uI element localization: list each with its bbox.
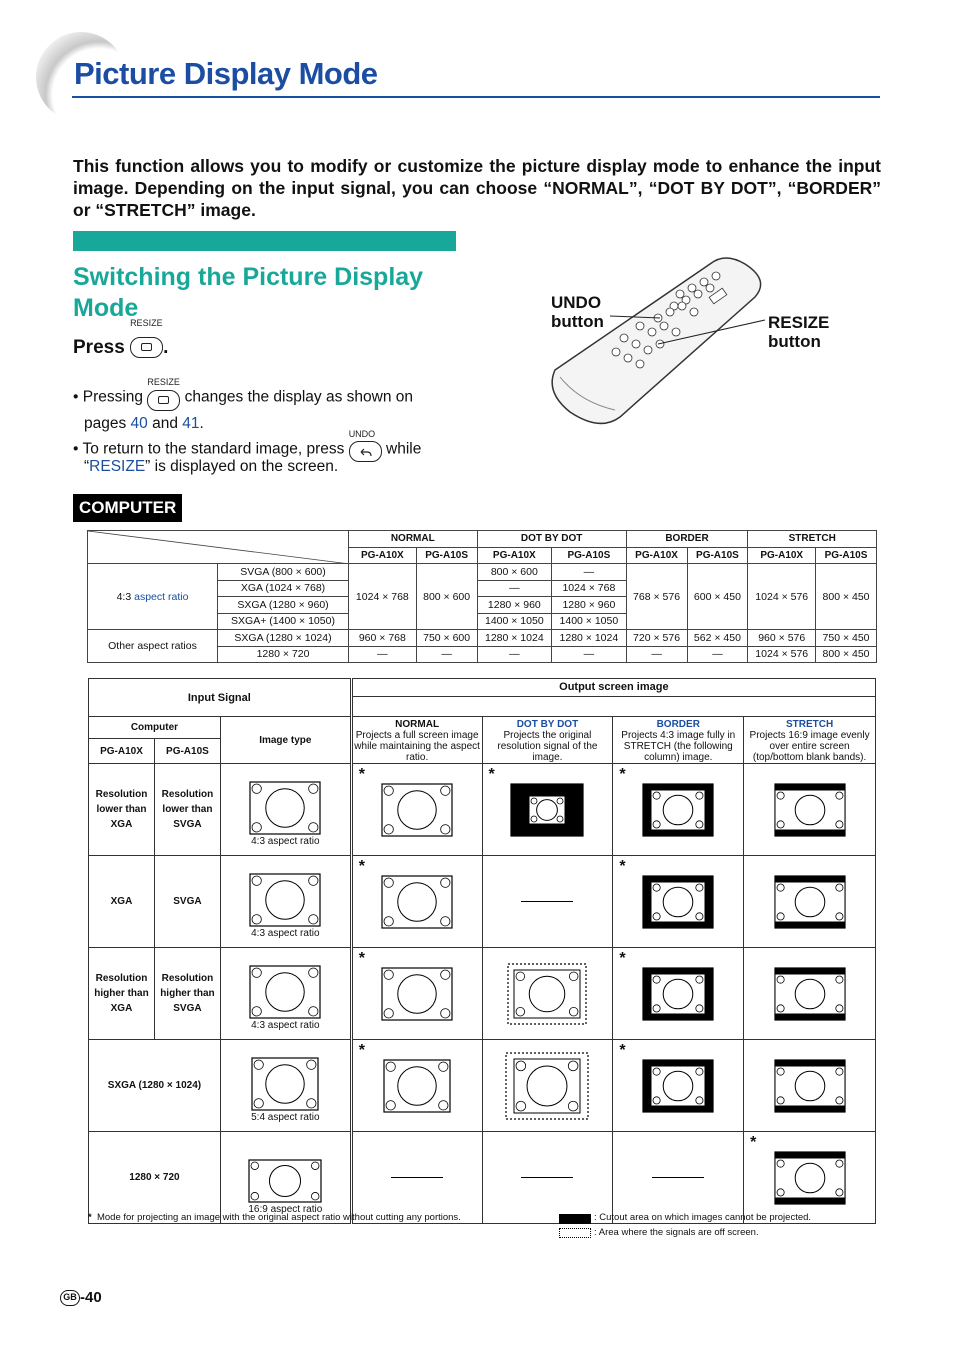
output-screen-cell [613, 1132, 744, 1224]
output-screen-cell [351, 1132, 482, 1224]
value-cell: 1400 × 1050 [552, 613, 627, 630]
output-screen-cell [744, 948, 876, 1040]
value-cell: 800 × 600 [477, 564, 552, 581]
output-screen-thumbnail [613, 1058, 743, 1114]
table-row: Resolution higher than XGA Resolution higher than SVGA 4:3 aspect ratio * * [89, 948, 876, 1040]
gb-badge: GB [60, 1290, 80, 1306]
asterisk-mark: * [358, 766, 365, 783]
table-row: XGA SVGA 4:3 aspect ratio * * [89, 856, 876, 948]
value-cell: — [552, 564, 627, 581]
output-screen-cell [482, 764, 613, 856]
section-bar [73, 231, 456, 251]
input-screen-thumbnail [221, 772, 350, 836]
legend-cutout: : Cutout area on which images cannot be projected. [594, 1212, 812, 1223]
legend-off: : Area where the signals are off screen. [594, 1227, 759, 1238]
title-rule [72, 96, 880, 98]
head-normal: NORMAL [349, 531, 478, 548]
signal-cell: SVGA (800 × 600) [218, 564, 349, 581]
output-screen-cell [482, 1040, 613, 1132]
input-screen-thumbnail [221, 864, 350, 928]
asterisk-mark: * [619, 950, 626, 967]
model-x: PG-A10X [748, 547, 816, 564]
head-stretch: STRETCH [748, 531, 877, 548]
resolution-table: NORMAL DOT BY DOT BORDER STRETCH PG-A10X PG-A10S PG-A10X PG-A10S PG-A10X PG-A10S PG-A10X PG-A10S 4:3 aspect ratio SVGA (800 × 600) 1024 × 768 800 × 600 800 × 600 — 768 × 576 600 × 450 1024 × 576 800 × 450 XGA (1024 × 768) — 1024 × 768 SXGA (1280 × 960) 1280 × 960 1280 × 960 SXGA+ (1400 × 1050) 1400 × 1050 1400 × 1050 Other aspect ratios SXGA (1280 × 1024) 960 × 768 750 × 600 1280 × 1024 1280 × 1024 720 × 576 562 × 450 960 × 576 750 × 450 1280 × 720 — — — — — — 1024 × 576 800 × 450 [87, 530, 877, 663]
page-title: Picture Display Mode [74, 56, 378, 91]
output-head: Output screen image [351, 679, 875, 717]
model-s: PG-A10S [816, 547, 877, 564]
mode-stretch-head: STRETCH Projects 16:9 image evenly over entire screen (top/bottom blank bands). [744, 717, 876, 764]
output-screen-thumbnail [744, 782, 875, 838]
value-cell: 600 × 450 [687, 564, 748, 630]
legend-off-swatch [559, 1228, 591, 1238]
value-cell: 1024 × 768 [552, 580, 627, 597]
output-screen-cell [613, 948, 744, 1040]
mode-border-head: BORDER Projects 4:3 image fully in STRETCH (the following column) image. [613, 717, 744, 764]
table-row: 1280 × 720 16:9 aspect ratio * [89, 1132, 876, 1224]
asterisk-mark: * [488, 766, 495, 783]
resize-caption-2: RESIZE [147, 377, 180, 387]
bullet-1-line2: pages 40 and 41. [84, 415, 204, 432]
value-cell: 1400 × 1050 [477, 613, 552, 630]
undo-callout: UNDO button [551, 293, 604, 331]
model-x-head: PG-A10X [89, 739, 155, 764]
output-screen-cell [744, 1132, 876, 1224]
value-cell: 1024 × 576 [748, 564, 816, 630]
asterisk-mark: * [358, 858, 365, 875]
output-screen-cell [482, 948, 613, 1040]
image-type-head: Image type [220, 717, 351, 764]
signal-cell: 1280 × 720 [218, 646, 349, 663]
bullet-2-pre: To return to the standard image, press [82, 440, 345, 458]
bullet-2: • To return to the standard image, press UNDO while [73, 437, 458, 462]
resize-button-icon-2 [147, 390, 180, 411]
output-screen-thumbnail [744, 1150, 875, 1206]
not-applicable-dash [483, 1177, 613, 1178]
output-image-table [88, 678, 876, 1224]
asterisk-mark: * [358, 950, 365, 967]
bullet-1-pages: pages [84, 415, 127, 432]
value-cell: 1280 × 960 [477, 597, 552, 614]
bullet-2-line2: “RESIZE” is displayed on the screen. [84, 458, 339, 475]
legend-cutout-swatch [559, 1214, 591, 1224]
bullet-1: • Pressing RESIZE changes the display as shown on [73, 384, 458, 411]
input-signal-head: Input Signal [89, 679, 352, 717]
signal-cell: SXGA (1280 × 960) [218, 597, 349, 614]
asterisk-mark: * [750, 1134, 757, 1151]
value-cell: 800 × 600 [416, 564, 477, 630]
section-title: Switching the Picture Display Mode [73, 263, 424, 322]
model-x: PG-A10X [626, 547, 687, 564]
not-applicable-dash [613, 1177, 743, 1178]
corner-cell [88, 531, 349, 564]
input-screen-thumbnail [221, 1048, 350, 1112]
bullet-1-and: and [152, 415, 178, 432]
head-border: BORDER [626, 531, 748, 548]
output-screen-cell [744, 856, 876, 948]
table-row: Resolution lower than XGA Resolution lower than SVGA 4:3 aspect ratio * * * [89, 764, 876, 856]
undo-button-icon [349, 441, 382, 462]
output-screen-thumbnail [483, 962, 613, 1026]
group-other: Other aspect ratios [88, 630, 218, 663]
bullet-2-post: while [386, 440, 422, 458]
output-screen-thumbnail [613, 966, 743, 1022]
model-s: PG-A10S [416, 547, 477, 564]
signal-cell: SXGA (1280 × 1024) [218, 630, 349, 647]
press-instruction: Press RESIZE . [73, 318, 169, 358]
value-cell: — [477, 580, 552, 597]
computer-head: Computer [89, 717, 221, 739]
input-screen-thumbnail [221, 956, 350, 1020]
page-link-40[interactable]: 40 [130, 415, 148, 432]
press-label: Press [73, 337, 125, 358]
signal-cell: SXGA+ (1400 × 1050) [218, 613, 349, 630]
mode-normal-head: NORMAL Projects a full screen image while maintaining the aspect ratio. [351, 717, 482, 764]
bullet-1-pre: Pressing [82, 388, 144, 406]
output-screen-cell [351, 1040, 482, 1132]
undo-caption: UNDO [348, 429, 376, 439]
mode-dbd-head: DOT BY DOT Projects the original resolution signal of the image. [482, 717, 613, 764]
input-screen-thumbnail [221, 1150, 350, 1204]
output-screen-cell [351, 764, 482, 856]
output-screen-cell [744, 1040, 876, 1132]
output-screen-thumbnail [744, 966, 875, 1022]
output-screen-cell [351, 856, 482, 948]
output-screen-cell [744, 764, 876, 856]
output-screen-cell [613, 764, 744, 856]
output-screen-thumbnail [613, 874, 743, 930]
output-screen-thumbnail [353, 1058, 482, 1114]
asterisk-mark: * [619, 858, 626, 875]
output-screen-thumbnail [353, 782, 482, 838]
value-cell: 768 × 576 [626, 564, 687, 630]
output-screen-thumbnail [744, 874, 875, 930]
intro-paragraph: This function allows you to modify or customize the picture display mode to enhance the input image. Depending on the input signal, you can choose “NORMAL”, “DOT BY DOT”, “BORDER” or “STRETCH” image. [73, 156, 881, 220]
output-screen-thumbnail [353, 966, 482, 1022]
output-screen-cell [613, 1040, 744, 1132]
resize-callout: RESIZE button [768, 313, 830, 351]
asterisk-mark: * [619, 766, 626, 783]
resize-caption: RESIZE [130, 318, 163, 328]
signal-cell: XGA (1024 × 768) [218, 580, 349, 597]
model-s: PG-A10S [552, 547, 627, 564]
resize-button-icon [130, 337, 163, 358]
value-cell: 1024 × 768 [349, 564, 417, 630]
not-applicable-dash [483, 901, 613, 902]
output-screen-cell [482, 856, 613, 948]
model-x: PG-A10X [349, 547, 417, 564]
remote-control-illustration [540, 252, 770, 442]
page-number: GB -40 [60, 1289, 102, 1306]
asterisk-mark: * [619, 1042, 626, 1059]
asterisk-mark: * [358, 1042, 365, 1059]
not-applicable-dash [353, 1177, 482, 1178]
model-s-head: PG-A10S [154, 739, 220, 764]
head-dbd: DOT BY DOT [477, 531, 626, 548]
output-screen-cell [351, 948, 482, 1040]
output-screen-thumbnail [483, 782, 613, 838]
output-screen-thumbnail [483, 1051, 613, 1121]
footnote: * Mode for projecting an image with the original aspect ratio without cutting any portions. [88, 1212, 461, 1223]
output-screen-cell [482, 1132, 613, 1224]
bullet-1-post: changes the display as shown on [184, 388, 414, 406]
page-link-41[interactable]: 41 [182, 415, 200, 432]
value-cell: 1280 × 960 [552, 597, 627, 614]
output-screen-cell [613, 856, 744, 948]
model-x: PG-A10X [477, 547, 552, 564]
resize-word: RESIZE [89, 458, 146, 475]
aspect-ratio-link[interactable]: aspect ratio [134, 590, 189, 603]
output-screen-thumbnail [744, 1058, 875, 1114]
value-cell: 800 × 450 [816, 564, 877, 630]
computer-badge: COMPUTER [73, 494, 182, 522]
output-screen-thumbnail [613, 782, 743, 838]
group-4-3: 4:3 aspect ratio [88, 564, 218, 630]
table-row: SXGA (1280 × 1024) 5:4 aspect ratio * * [89, 1040, 876, 1132]
output-screen-thumbnail [353, 874, 482, 930]
model-s: PG-A10S [687, 547, 748, 564]
